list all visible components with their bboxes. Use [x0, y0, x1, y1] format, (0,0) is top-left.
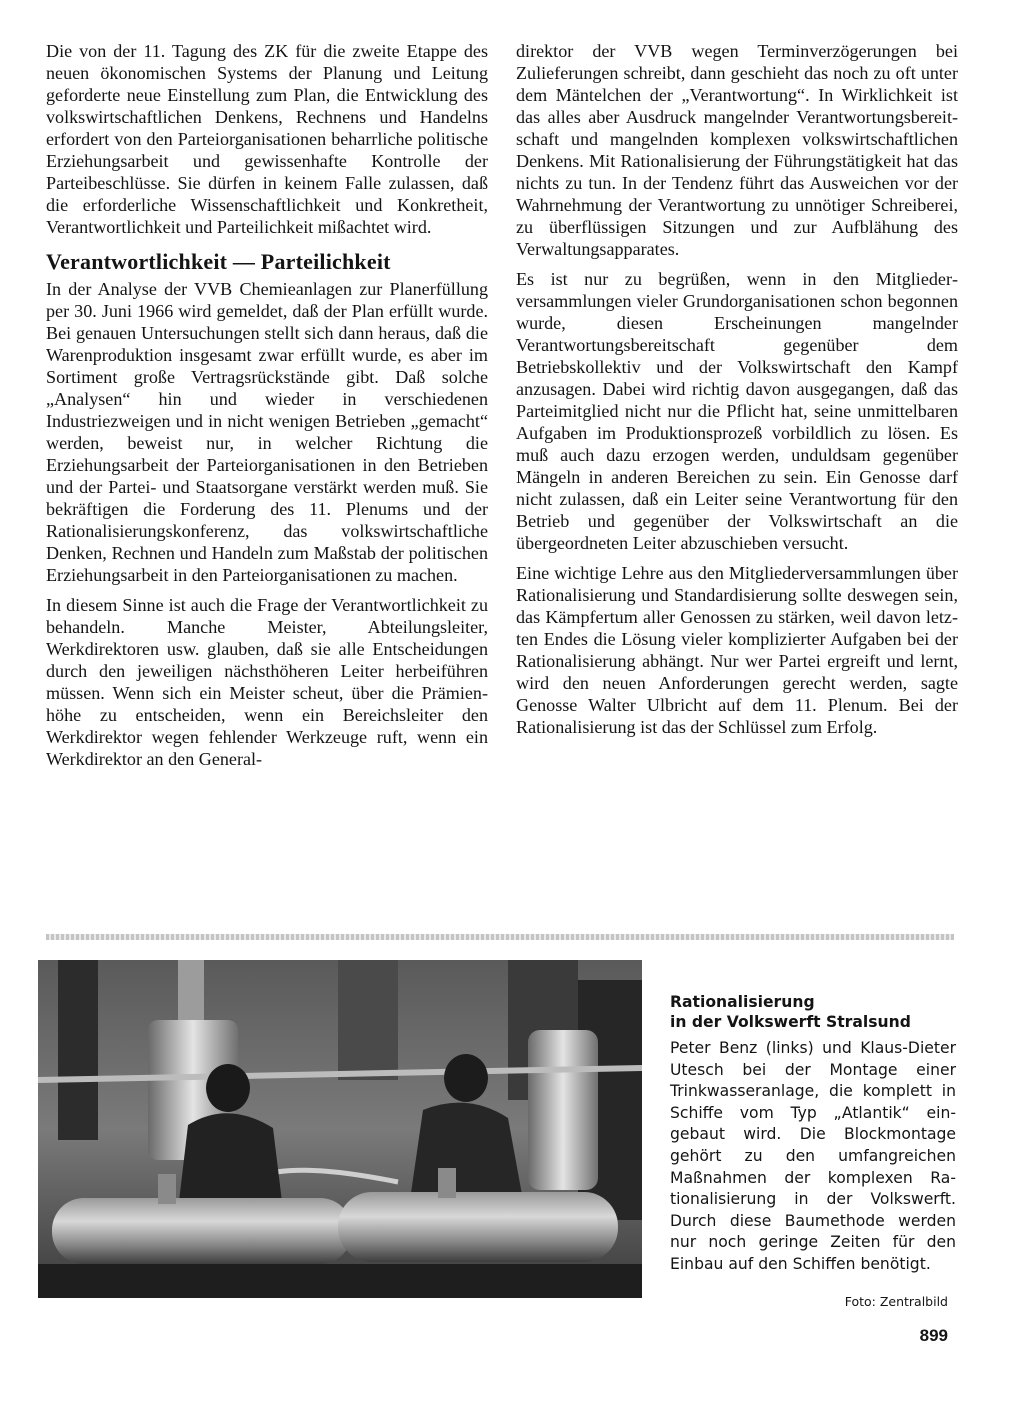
caption-body: Peter Benz (links) und Klaus-Dieter Utesch bei der Montage einer Trinkwasseranlage, die komplett in Schiffe vom Typ „Atlantik“ eingebaut wird. Die Blockmontage gehört zu den umfangreichen Maßnahmen der komplexen Rationalisierung in der Volkswerft. Durch diese Baumethode werden nur noch geringe Zeiten für den Einbau auf den Schiffen benötigt. — [670, 1039, 956, 1273]
page-number: 899 — [919, 1326, 948, 1345]
halftone-divider — [46, 934, 954, 940]
paragraph: Eine wichtige Lehre aus den Mitgliederversammlungen über Rationalisierung und Standardisierung sollte deswegen sein, das Kämpfertum aller Genossen zu stärken, weil davon letzten Endes die Lösung vieler komplizierter Aufgaben bei der Rationalisierung abhängt. Nur wer Partei ergreift und lernt, wird den neuen Anforderungen gerecht werden, sagte Genosse Walter Ulbricht auf dem 11. Plenum. Bei der Rationalisierung ist das der Schlüssel zum Erfolg. — [516, 563, 958, 737]
paragraph: In diesem Sinne ist auch die Frage der Verantwortlichkeit zu behandeln. Manche Meister, Abteilungsleiter, Werkdirektoren usw. glauben, daß sie alle Entscheidungen durch den jeweiligen nächsthöheren Leiter herbeiführen müssen. Wenn sich ein Meister scheut, über die Prämienhöhe zu entscheiden, wenn ein Bereichsleiter den Werkdirektor wegen fehlender Werkzeuge ruft, wenn ein Werkdirektor an den General- — [46, 595, 488, 769]
paragraph: Es ist nur zu begrüßen, wenn in den Mitgliederversammlungen vieler Grundorganisationen schon begonnen wurde, diesen Erscheinungen mangelnder Verantwortungsbereitschaft gegenüber dem Betriebskollektiv und der Volkswirtschaft den Kampf anzusagen. Dabei wird richtig davon ausgegangen, daß das Parteimitglied nicht nur die Pflicht hat, seine unmittelbaren Aufgaben im Produktionsprozeß vorbildlich zu lösen. Es muß auch dazu erzogen werden, unduldsam gegenüber Mängeln in anderen Bereichen zu sein. Ein Genosse darf nicht zulassen, daß ein Leiter seine Verantwortung für den Betrieb und gegenüber der Volkswirtschaft an die übergeordneten Leiter abzuschieben versucht. — [516, 269, 958, 553]
caption-title — [670, 992, 956, 1032]
photo-credit: Foto: Zentralbild — [844, 1294, 948, 1309]
caption-title-line: in der Volkswerft Stralsund — [670, 1013, 911, 1031]
caption-title-line: Rationalisierung — [670, 993, 815, 1011]
section-heading: Verantwortlichkeit — Parteilichkeit — [46, 249, 391, 274]
paragraph: In der Analyse der VVB Chemieanlagen zur Planerfüllung per 30. Juni 1966 wird gemeldet, daß der Plan erfüllt wurde. Bei genauen Untersuchungen stellt sich dann heraus, daß die Warenproduktion insgesamt zwar erfüllt wurde, es aber im Sortiment große Vertragsrückstände gibt. Daß solche „Analysen“ hin und wieder in verschiedenen Industriezweigen und in nicht wenigen Betrieben „gemacht“ werden, beweist nur, in welcher Richtung die Erziehungsarbeit der Parteiorganisationen in den Betrieben und der Partei- und Staatsorgane verstärkt werden muß. Sie bekräftigen die Forderung des 11. Plenums und der Rationalisierungskonferenz, das volkswirtschaftliche Denken, Rechnen und Handeln zum Maßstab der politischen Erziehungsarbeit in den Parteiorganisationen zu machen. — [46, 279, 488, 585]
paragraph: Die von der 11. Tagung des ZK für die zweite Etappe des neuen ökonomischen Systems der Planung und Leitung geforderte neue Einstellung zum Plan, die Entwicklung des volkswirtschaftlichen Denkens, Rechnens und Handelns erfordert von den Parteiorganisationen beharrliche politische Erziehungsarbeit und gewissenhafte Kontrolle der Parteibeschlüsse. Sie dürfen in keinem Falle zulassen, daß die erforderliche Wissenschaftlichkeit und Konkretheit, Verantwortlichkeit und Parteilichkeit mißachtet wird. — [46, 41, 488, 237]
photo-workshop — [38, 960, 642, 1298]
left-text-column — [46, 40, 488, 778]
right-text-column — [516, 40, 958, 746]
photo-caption — [670, 992, 956, 1276]
paragraph: direktor der VVB wegen Terminverzögerungen bei Zulieferungen schreibt, dann geschieht das noch zu oft unter dem Mäntelchen der „Verantwortung“. In Wirklichkeit ist das alles aber Ausdruck mangelnder Verantwortungsbereitschaft und mangelnden komplexen volkswirtschaftlichen Denkens. Mit Rationalisierung der Führungstätigkeit hat das nichts zu tun. In der Tendenz führt das Ausweichen vor der Wahrnehmung der Verantwortung zu unnötiger Schreiberei, zu überflüssigen Sitzungen und zur Aufblähung des Verwaltungsapparates. — [516, 41, 958, 259]
